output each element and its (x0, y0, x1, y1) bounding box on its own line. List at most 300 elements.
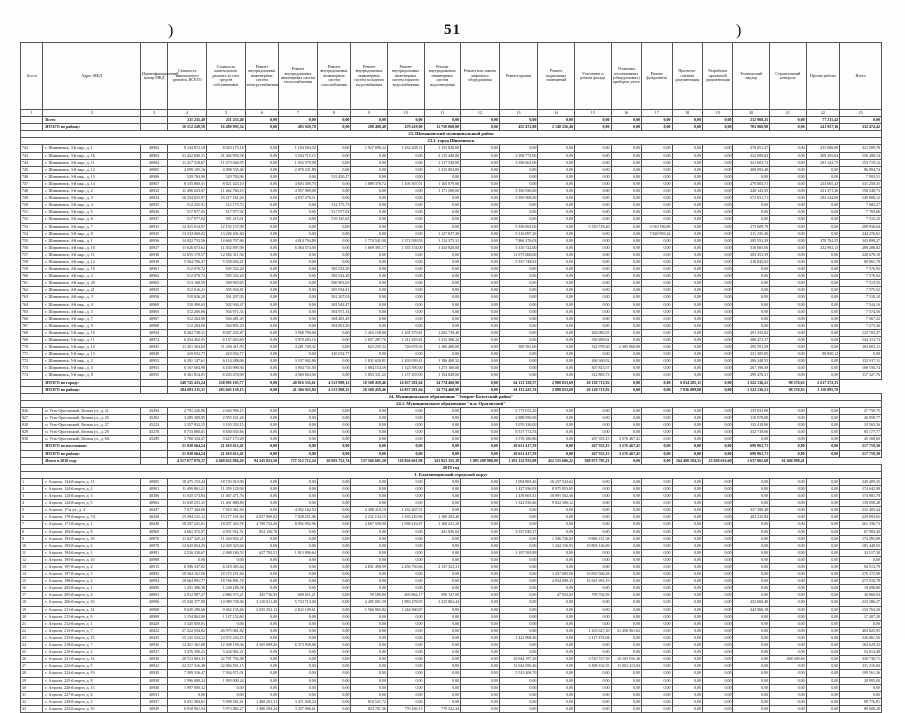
table-cell: 0,00 (702, 649, 732, 656)
table-cell: 0,00 (279, 564, 318, 571)
table-cell: г. Шимановск, 4-й мкр., д. 19 (43, 266, 141, 273)
table-cell: 1 248 186,38 (207, 585, 246, 592)
table-cell: 0,00 (733, 627, 770, 634)
table-cell: 40940 (140, 684, 167, 691)
table-cell: 1 804 154,59 (351, 365, 388, 372)
table-cell: 0,00 (461, 535, 500, 542)
table-cell: 0,00 (424, 294, 461, 301)
table-cell: 291 335,62 (733, 329, 770, 336)
table-cell: 235 000,00 (806, 145, 840, 152)
table-cell: 0,00 (806, 301, 840, 308)
table-cell: 0,00 (538, 294, 575, 301)
table-cell: 22 317 316,48 (168, 663, 207, 670)
table-cell: 0,00 (279, 677, 318, 684)
table-cell: 0,00 (279, 691, 318, 698)
table-cell: 1 322 816,46 (499, 500, 538, 507)
table-cell: 1 114 575,31 (424, 237, 461, 244)
table-cell: 0,00 (770, 478, 807, 485)
table-cell: 0,00 (317, 244, 351, 251)
table-cell: 0,00 (642, 180, 672, 187)
table-cell: 40890 (140, 585, 167, 592)
table-cell: 0,00 (387, 407, 424, 414)
table-cell: 123 703,37 (840, 329, 882, 336)
table-cell: 0,00 (806, 585, 840, 592)
table-cell: 0,00 (387, 528, 424, 535)
table-cell: 0,00 (245, 251, 279, 258)
table-cell: 88 608,28 (840, 705, 882, 712)
table-cell: 2 822 109,61 (279, 606, 318, 613)
table-cell: 0,00 (611, 585, 641, 592)
table-cell: 45202 (140, 415, 167, 422)
table-cell: 0,00 (611, 478, 641, 485)
table-cell: 0,00 (424, 691, 461, 698)
table-cell: 40906 (140, 173, 167, 180)
table-cell: 0,00 (611, 202, 641, 209)
table-cell: 0,00 (245, 585, 279, 592)
table-cell: г. Шимановск, 3-й мкр., д. 14 (43, 180, 141, 187)
table-cell: 0,00 (351, 223, 388, 230)
table-cell: 85 177,77 (840, 429, 882, 436)
table-cell: 0,00 (538, 599, 575, 606)
table-cell: 0,00 (702, 358, 732, 365)
table-cell: 18 (672, 110, 702, 117)
table-cell: 0,00 (538, 365, 575, 372)
table-cell: 0,00 (351, 152, 388, 159)
table-cell: 0,00 (574, 294, 611, 301)
table-cell: г. Шимановск, 4-й мкр., д. 21 (43, 287, 141, 294)
table-cell: 18 698,80 (840, 585, 882, 592)
table-cell: 0,00 (770, 691, 807, 698)
table-cell: 0,00 (538, 329, 575, 336)
table-cell: 0,00 (806, 606, 840, 613)
table-cell (140, 386, 167, 393)
table-cell: 0,00 (642, 585, 672, 592)
table-cell: 0,00 (461, 564, 500, 571)
table-cell: 0,00 (642, 358, 672, 365)
table-cell: 0,00 (806, 209, 840, 216)
table-cell: 1 125 590,00 (387, 365, 424, 372)
table-cell: 0,00 (806, 415, 840, 422)
table-cell: 0,00 (245, 351, 279, 358)
table-cell: 211 235,40 (168, 117, 207, 124)
table-cell: 0,00 (574, 698, 611, 705)
table-cell: 0,00 (806, 535, 840, 542)
table-cell: 0,00 (642, 528, 672, 535)
table-cell: 0,00 (351, 549, 388, 556)
table-cell: 1 104 564,52 (279, 145, 318, 152)
table-cell: 0,00 (461, 365, 500, 372)
table-cell: 8 262 738,51 (168, 329, 207, 336)
table-row (21, 571, 882, 578)
table-cell: 40969 (140, 528, 167, 535)
table-cell: 0,00 (424, 273, 461, 280)
header-cell: Технический надзор (733, 43, 770, 110)
table-cell: 0,00 (574, 188, 611, 195)
table-cell: 12 (461, 110, 500, 117)
table-row (21, 493, 882, 500)
table-cell: 0,00 (806, 571, 840, 578)
table-cell: 11 467 471,76 (207, 493, 246, 500)
table-cell: 0,00 (538, 514, 575, 521)
table-cell: 0,00 (538, 145, 575, 152)
table-cell: 86 894,74 (840, 166, 882, 173)
header-cell: Ремонт или замена лифтового оборудования (461, 43, 500, 110)
table-cell: 0,00 (461, 571, 500, 578)
table-cell: 40955 (140, 372, 167, 379)
table-cell: 0,00 (642, 159, 672, 166)
table-cell: 145 908,12 (840, 195, 882, 202)
table-cell: 0,00 (424, 535, 461, 542)
table-cell: 0,00 (279, 230, 318, 237)
table-cell: 270 051,47 (733, 145, 770, 152)
table-cell: г. Алушта, 227-й мкр-н, д. 6 (43, 691, 141, 698)
table-cell: 8 144 872,18 (168, 145, 207, 152)
table-row (21, 677, 882, 684)
table-cell: 240 745 433,24 (168, 379, 207, 386)
table-cell: 0,00 (461, 443, 500, 450)
table-cell: 0,00 (538, 564, 575, 571)
table-cell: 8 155 860,31 (168, 180, 207, 187)
table-cell: 0,00 (574, 422, 611, 429)
table-cell: 0,00 (317, 578, 351, 585)
table-cell: 0,00 (538, 251, 575, 258)
table-cell: 0,00 (672, 145, 702, 152)
table-cell: 0,00 (611, 315, 641, 322)
table-cell: 0,00 (642, 237, 672, 244)
table-cell: 0,00 (642, 691, 672, 698)
table-cell: 0,00 (279, 422, 318, 429)
table-cell: г. Алушта, 193-й мкр-н, д. 2 (43, 542, 141, 549)
table-cell: 0,00 (574, 407, 611, 414)
table-cell: 0,00 (806, 251, 840, 258)
table-cell: 45223 (140, 422, 167, 429)
table-cell: 0,00 (351, 556, 388, 563)
table-cell: 0,00 (538, 195, 575, 202)
table-cell: 0,00 (424, 450, 461, 457)
table-cell: 0,00 (642, 478, 672, 485)
table-cell: 312 865,73 (574, 372, 611, 379)
table-cell: 0,00 (245, 188, 279, 195)
table-cell: 0,00 (461, 415, 500, 422)
table-cell: 0,00 (351, 258, 388, 265)
table-cell: 0,00 (424, 308, 461, 315)
table-cell: 1 444 156,93 (538, 542, 575, 549)
table-cell: 40952 (140, 358, 167, 365)
table-cell: 0,00 (611, 705, 641, 712)
table-cell: 0,00 (840, 556, 882, 563)
table-cell: 276 175,98 (840, 571, 882, 578)
table-cell: 0,00 (702, 606, 732, 613)
table-cell: 0,00 (538, 273, 575, 280)
table-cell: 1 251 386,38 (168, 585, 207, 592)
table-cell: 0,00 (351, 315, 388, 322)
table-cell: 0,00 (461, 663, 500, 670)
table-cell: 0,00 (424, 549, 461, 556)
table-cell: 0,00 (245, 620, 279, 627)
table-cell: 0,00 (461, 542, 500, 549)
table-cell: 0,00 (574, 237, 611, 244)
table-cell: 40929 (140, 705, 167, 712)
table-cell: 0,00 (351, 478, 388, 485)
table-cell: 139 058,28 (840, 500, 882, 507)
table-cell: п. Усть-Ороговский, Лесная ул., д. 25 (43, 415, 141, 422)
table-cell: 20 631 417,59 (499, 450, 538, 457)
table-cell: 5 973 882,27 (207, 705, 246, 712)
table-cell: 0,00 (574, 152, 611, 159)
table-cell: 32 (21, 698, 43, 705)
table-cell: 0,00 (279, 273, 318, 280)
table-cell: 0,00 (672, 422, 702, 429)
table-cell: 0,00 (642, 592, 672, 599)
table-cell: 0,00 (499, 322, 538, 329)
table-cell: 133 419,80 (733, 422, 770, 429)
table-cell: 0,00 (770, 415, 807, 422)
table-cell: 0,00 (461, 642, 500, 649)
table-cell: 0,00 (279, 202, 318, 209)
table-cell: 0,00 (461, 450, 500, 457)
table-cell: 515 450,27 (317, 173, 351, 180)
table-cell: 771 (21, 351, 43, 358)
table-cell: 0,00 (642, 287, 672, 294)
table-cell: 0,00 (642, 571, 672, 578)
table-cell: 7 610 361,64 (207, 507, 246, 514)
table-cell: 2 955 231,26 (207, 415, 246, 422)
table-cell: 0,00 (642, 500, 672, 507)
table-cell: 0,00 (499, 542, 538, 549)
table-cell: 0,00 (387, 315, 424, 322)
table-cell: 0,00 (317, 585, 351, 592)
table-cell: 21 302 950,38 (207, 152, 246, 159)
table-cell: 623 235,32 (351, 344, 388, 351)
table-cell: 20 (21, 613, 43, 620)
table-cell: 0,00 (245, 344, 279, 351)
table-cell: 0,00 (499, 642, 538, 649)
table-cell: 0,00 (461, 698, 500, 705)
table-cell: 0,00 (642, 514, 672, 521)
table-cell: 0,00 (279, 351, 318, 358)
table-cell: 0,00 (702, 117, 732, 124)
table-cell: 0,00 (672, 315, 702, 322)
table-row (21, 478, 882, 485)
table-cell: 0,00 (574, 613, 611, 620)
table-cell: 26 (21, 656, 43, 663)
table-cell: 16 237 543,62 (538, 478, 575, 485)
table-cell: 6 464 574,00 (279, 244, 318, 251)
table-cell: 0,00 (672, 415, 702, 422)
table-cell: 3 979 203,16 (279, 337, 318, 344)
table-cell: 241 957,16 (806, 124, 840, 131)
table-cell: 0,00 (538, 627, 575, 634)
table-cell: 0,00 (461, 514, 500, 521)
table-cell (140, 124, 167, 131)
table-cell: 0,00 (806, 365, 840, 372)
table-cell: 2 617 372,33 (806, 379, 840, 386)
table-cell: 0,00 (642, 344, 672, 351)
table-cell: 0,00 (461, 436, 500, 443)
table-cell: 0,00 (538, 223, 575, 230)
table-cell: 40935 (140, 230, 167, 237)
table-cell: 40991 (140, 549, 167, 556)
table-cell: 0,00 (461, 152, 500, 159)
table-cell: 0,00 (279, 478, 318, 485)
table-cell: 0,00 (672, 209, 702, 216)
table-cell: 828 (21, 422, 43, 429)
table-cell: 137 566 601,50 (351, 457, 388, 464)
table-cell: 0,00 (538, 344, 575, 351)
table-cell: 18 (21, 599, 43, 606)
table-cell: 0,00 (702, 585, 732, 592)
table-cell: 0,00 (770, 422, 807, 429)
table-cell: 512 435,91 (168, 202, 207, 209)
table-cell: 0,00 (538, 173, 575, 180)
table-row (21, 237, 882, 244)
table-cell: 0,00 (538, 691, 575, 698)
table-cell: 0,00 (611, 386, 641, 393)
table-cell: 0,00 (245, 337, 279, 344)
table-cell: 40926 (140, 209, 167, 216)
table-cell: 20 (733, 110, 770, 117)
table-cell: 0,00 (672, 684, 702, 691)
table-cell: 0,00 (672, 450, 702, 457)
table-cell: 0,00 (245, 258, 279, 265)
header-cell: Идентификационный номер МКД (140, 43, 167, 110)
table-cell: 0,00 (245, 287, 279, 294)
table-cell: 0,00 (806, 429, 840, 436)
table-cell: 0,00 (733, 634, 770, 641)
table-cell: 0,00 (245, 180, 279, 187)
table-cell: 0,00 (461, 202, 500, 209)
table-cell: 1 932 579,90 (279, 159, 318, 166)
table-cell: 0,00 (424, 606, 461, 613)
table-cell: 5 010 196,80 (642, 223, 672, 230)
table-cell: 20 120 713,92 (574, 379, 611, 386)
table-cell: 0,00 (702, 429, 732, 436)
table-cell: 6 157 023,69 (207, 337, 246, 344)
table-cell: 3 576 467,41 (611, 450, 641, 457)
table-cell: 0,00 (611, 670, 641, 677)
table-cell: 217 719,30 (840, 443, 882, 450)
table-cell: 332 474,42 (840, 124, 882, 131)
table-cell: 0,00 (611, 351, 641, 358)
table-cell: 64 131 328,57 (499, 379, 538, 386)
table-cell: г. Шимановск, 3-й мкр., д. 8 (43, 230, 141, 237)
table-cell: 330 730,71 (840, 656, 882, 663)
table-cell: 3 627 173,28 (207, 436, 246, 443)
table-cell: 0,00 (702, 549, 732, 556)
table-cell: 0,00 (351, 493, 388, 500)
table-cell: 1 180 203,40 (424, 514, 461, 521)
table-cell: 1 439 605,41 (499, 493, 538, 500)
table-cell: 0,00 (702, 351, 732, 358)
table-cell: 1 215 004,00 (424, 166, 461, 173)
table-cell: 0,00 (424, 216, 461, 223)
table-cell: г. Шимановск, 3-й мкр., д. 3 (43, 195, 141, 202)
table-cell: 0,00 (642, 698, 672, 705)
table-cell: 0,00 (387, 535, 424, 542)
table-cell: 0,00 (317, 599, 351, 606)
table-cell: 0,00 (642, 620, 672, 627)
table-cell: 0,00 (279, 294, 318, 301)
table-cell: 7 567,22 (840, 315, 882, 322)
table-cell: 0,00 (574, 145, 611, 152)
table-cell: 0,00 (770, 308, 807, 315)
table-cell: 0,00 (574, 195, 611, 202)
table-cell: 0,00 (642, 642, 672, 649)
year-row (21, 464, 882, 471)
total-row (21, 117, 882, 124)
table-cell: 7 769,66 (840, 209, 882, 216)
table-cell: 275 609,79 (733, 223, 770, 230)
table-cell: г. Шимановск, 3-й мкр., д. 6 (43, 216, 141, 223)
table-cell: 0,00 (424, 202, 461, 209)
table-cell: 29 895,00 (840, 677, 882, 684)
table-cell: п. Усть-Ороговский, Лесная ул., д. 27 (43, 422, 141, 429)
table-cell: 0,00 (351, 500, 388, 507)
table-cell: 0,00 (702, 365, 732, 372)
table-cell: 0,00 (245, 677, 279, 684)
table-cell: 5 564 706,47 (168, 258, 207, 265)
table-cell: 22 084 591,15 (207, 663, 246, 670)
table-cell: 18 508 459,46 (351, 386, 388, 393)
table-cell: 0,00 (461, 507, 500, 514)
table-cell: 0,00 (770, 620, 807, 627)
table-cell: 8 317 772,53 (499, 429, 538, 436)
table-cell: 742 (21, 145, 43, 152)
table-cell: 13 234 060,02 (168, 230, 207, 237)
table-cell: 0,00 (351, 436, 388, 443)
table-cell: 0,00 (499, 585, 538, 592)
table-cell: 40306 (140, 493, 167, 500)
table-cell: 0,00 (245, 195, 279, 202)
table-cell: 0,00 (611, 379, 641, 386)
table-cell: 0,00 (245, 535, 279, 542)
table-cell: 0,00 (499, 209, 538, 216)
table-cell: 10 (21, 542, 43, 549)
table-cell: 0,00 (770, 315, 807, 322)
table-cell: 52 014,48 (840, 649, 882, 656)
table-row (21, 280, 882, 287)
table-cell: 0,00 (611, 677, 641, 684)
table-cell: г. Шимановск, 4-й мкр., д. 10 (43, 244, 141, 251)
table-cell: 0,00 (702, 322, 732, 329)
table-cell: 0,00 (770, 124, 807, 131)
table-cell: 16 317 161,26 (207, 195, 246, 202)
table-cell: 40909 (140, 613, 167, 620)
table-cell: 0,00 (499, 564, 538, 571)
table-row (21, 159, 882, 166)
table-cell: 4 281 729,32 (279, 344, 318, 351)
table-cell: 770 (21, 344, 43, 351)
table-cell: 0,00 (806, 173, 840, 180)
table-cell: 12 451 361,88 (168, 642, 207, 649)
section-title: 23. Шимановский муниципальный район (21, 131, 882, 138)
table-cell: 0,00 (317, 493, 351, 500)
table-row (21, 322, 882, 329)
table-cell: 0,00 (387, 422, 424, 429)
table-cell: 18 057 343,78 (207, 521, 246, 528)
table-cell: 0,00 (733, 663, 770, 670)
table-row (21, 315, 882, 322)
table-cell: 291 142,75 (806, 159, 840, 166)
table-cell: 0,00 (245, 415, 279, 422)
table-cell: 0,00 (351, 188, 388, 195)
table-cell: 0,00 (672, 117, 702, 124)
table-cell: 0,00 (317, 556, 351, 563)
table-cell: 0,00 (806, 329, 840, 336)
table-cell: 0,00 (538, 287, 575, 294)
table-cell: 0,00 (733, 556, 770, 563)
table-cell: 15 177 101,60 (207, 514, 246, 521)
